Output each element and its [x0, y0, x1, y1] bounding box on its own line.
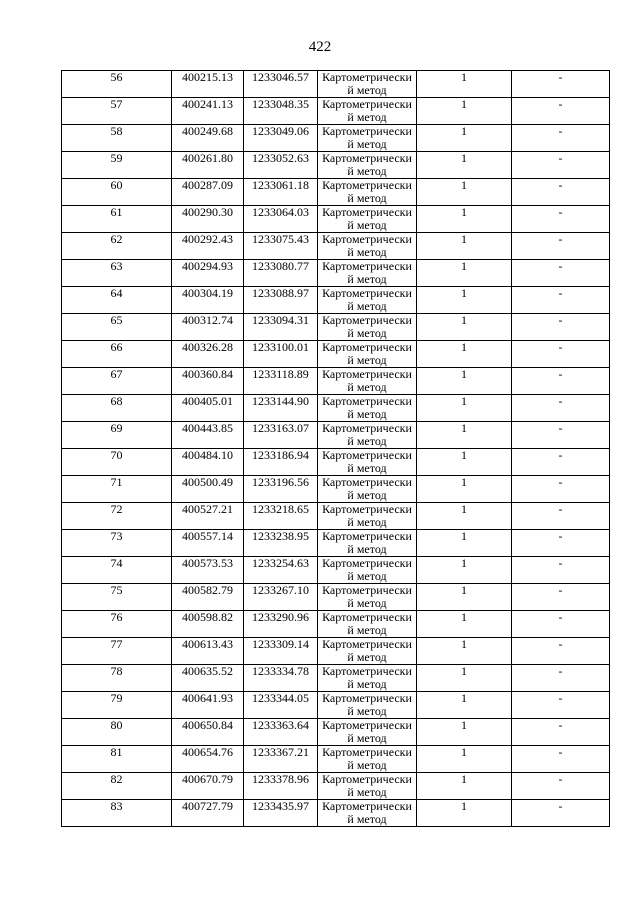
description-cell: - [512, 503, 610, 530]
y-coordinate-cell: 1233075.43 [244, 233, 318, 260]
table-row [62, 449, 610, 476]
method-cell [318, 287, 417, 314]
method-line-1: Картометрически [322, 232, 412, 246]
description-cell: - [512, 287, 610, 314]
method-line-2: й метод [347, 623, 387, 637]
table-row [62, 395, 610, 422]
method-cell [318, 638, 417, 665]
method-cell [318, 692, 417, 719]
x-coordinate-cell: 400215.13 [172, 71, 244, 98]
y-coordinate-cell: 1233061.18 [244, 179, 318, 206]
y-coordinate-cell: 1233080.77 [244, 260, 318, 287]
point-number-cell: 68 [62, 395, 172, 422]
point-number-cell: 67 [62, 368, 172, 395]
description-cell: - [512, 773, 610, 800]
coordinates-table [61, 70, 610, 827]
table-row [62, 71, 610, 98]
method-line-2: й метод [347, 164, 387, 178]
method-line-2: й метод [347, 569, 387, 583]
method-line-2: й метод [347, 542, 387, 556]
method-line-2: й метод [347, 488, 387, 502]
table-row [62, 422, 610, 449]
table-row [62, 152, 610, 179]
x-coordinate-cell: 400484.10 [172, 449, 244, 476]
y-coordinate-cell: 1233238.95 [244, 530, 318, 557]
method-cell [318, 800, 417, 827]
point-number-cell: 65 [62, 314, 172, 341]
accuracy-cell: 1 [417, 233, 512, 260]
y-coordinate-cell: 1233186.94 [244, 449, 318, 476]
method-line-2: й метод [347, 137, 387, 151]
point-number-cell: 62 [62, 233, 172, 260]
x-coordinate-cell: 400557.14 [172, 530, 244, 557]
accuracy-cell: 1 [417, 368, 512, 395]
method-line-2: й метод [347, 353, 387, 367]
method-cell [318, 341, 417, 368]
table-row [62, 260, 610, 287]
accuracy-cell: 1 [417, 260, 512, 287]
accuracy-cell: 1 [417, 611, 512, 638]
table-row [62, 125, 610, 152]
method-cell [318, 233, 417, 260]
accuracy-cell: 1 [417, 503, 512, 530]
y-coordinate-cell: 1233049.06 [244, 125, 318, 152]
method-line-2: й метод [347, 218, 387, 232]
point-number-cell: 82 [62, 773, 172, 800]
table-row [62, 584, 610, 611]
accuracy-cell: 1 [417, 476, 512, 503]
x-coordinate-cell: 400613.43 [172, 638, 244, 665]
method-line-1: Картометрически [322, 124, 412, 138]
method-line-2: й метод [347, 785, 387, 799]
method-line-1: Картометрически [322, 718, 412, 732]
method-line-1: Картометрически [322, 637, 412, 651]
y-coordinate-cell: 1233064.03 [244, 206, 318, 233]
point-number-cell: 58 [62, 125, 172, 152]
description-cell: - [512, 341, 610, 368]
method-line-2: й метод [347, 407, 387, 421]
y-coordinate-cell: 1233218.65 [244, 503, 318, 530]
point-number-cell: 75 [62, 584, 172, 611]
table-row [62, 665, 610, 692]
accuracy-cell: 1 [417, 638, 512, 665]
method-line-1: Картометрически [322, 556, 412, 570]
accuracy-cell: 1 [417, 422, 512, 449]
method-line-2: й метод [347, 434, 387, 448]
point-number-cell: 81 [62, 746, 172, 773]
table-row [62, 773, 610, 800]
description-cell: - [512, 233, 610, 260]
x-coordinate-cell: 400443.85 [172, 422, 244, 449]
method-cell [318, 611, 417, 638]
method-line-2: й метод [347, 650, 387, 664]
method-cell [318, 395, 417, 422]
point-number-cell: 72 [62, 503, 172, 530]
x-coordinate-cell: 400312.74 [172, 314, 244, 341]
point-number-cell: 57 [62, 98, 172, 125]
point-number-cell: 70 [62, 449, 172, 476]
description-cell: - [512, 557, 610, 584]
point-number-cell: 80 [62, 719, 172, 746]
point-number-cell: 78 [62, 665, 172, 692]
description-cell: - [512, 692, 610, 719]
coordinates-table-body [62, 71, 610, 827]
x-coordinate-cell: 400249.68 [172, 125, 244, 152]
y-coordinate-cell: 1233163.07 [244, 422, 318, 449]
x-coordinate-cell: 400304.19 [172, 287, 244, 314]
y-coordinate-cell: 1233144.90 [244, 395, 318, 422]
accuracy-cell: 1 [417, 530, 512, 557]
table-row [62, 557, 610, 584]
method-cell [318, 503, 417, 530]
method-line-1: Картометрически [322, 421, 412, 435]
description-cell: - [512, 206, 610, 233]
point-number-cell: 56 [62, 71, 172, 98]
x-coordinate-cell: 400405.01 [172, 395, 244, 422]
method-line-1: Картометрически [322, 394, 412, 408]
method-line-1: Картометрически [322, 691, 412, 705]
description-cell: - [512, 422, 610, 449]
description-cell: - [512, 260, 610, 287]
method-cell [318, 260, 417, 287]
point-number-cell: 83 [62, 800, 172, 827]
x-coordinate-cell: 400294.93 [172, 260, 244, 287]
table-row [62, 98, 610, 125]
x-coordinate-cell: 400727.79 [172, 800, 244, 827]
method-line-2: й метод [347, 758, 387, 772]
y-coordinate-cell: 1233046.57 [244, 71, 318, 98]
y-coordinate-cell: 1233196.56 [244, 476, 318, 503]
method-cell [318, 179, 417, 206]
description-cell: - [512, 530, 610, 557]
description-cell: - [512, 98, 610, 125]
y-coordinate-cell: 1233334.78 [244, 665, 318, 692]
point-number-cell: 59 [62, 152, 172, 179]
table-row [62, 314, 610, 341]
method-line-2: й метод [347, 326, 387, 340]
point-number-cell: 69 [62, 422, 172, 449]
accuracy-cell: 1 [417, 557, 512, 584]
description-cell: - [512, 665, 610, 692]
description-cell: - [512, 584, 610, 611]
x-coordinate-cell: 400292.43 [172, 233, 244, 260]
x-coordinate-cell: 400598.82 [172, 611, 244, 638]
method-cell [318, 449, 417, 476]
y-coordinate-cell: 1233052.63 [244, 152, 318, 179]
table-row [62, 476, 610, 503]
y-coordinate-cell: 1233290.96 [244, 611, 318, 638]
point-number-cell: 63 [62, 260, 172, 287]
accuracy-cell: 1 [417, 71, 512, 98]
x-coordinate-cell: 400670.79 [172, 773, 244, 800]
method-cell [318, 746, 417, 773]
method-line-1: Картометрически [322, 583, 412, 597]
point-number-cell: 61 [62, 206, 172, 233]
description-cell: - [512, 476, 610, 503]
table-row [62, 530, 610, 557]
x-coordinate-cell: 400573.53 [172, 557, 244, 584]
method-cell [318, 71, 417, 98]
table-row [62, 692, 610, 719]
method-line-2: й метод [347, 83, 387, 97]
method-line-1: Картометрически [322, 151, 412, 165]
description-cell: - [512, 125, 610, 152]
method-line-1: Картометрически [322, 205, 412, 219]
description-cell: - [512, 314, 610, 341]
method-line-1: Картометрически [322, 772, 412, 786]
x-coordinate-cell: 400360.84 [172, 368, 244, 395]
method-cell [318, 719, 417, 746]
point-number-cell: 71 [62, 476, 172, 503]
description-cell: - [512, 71, 610, 98]
method-line-2: й метод [347, 272, 387, 286]
method-line-2: й метод [347, 191, 387, 205]
method-line-1: Картометрически [322, 799, 412, 813]
x-coordinate-cell: 400650.84 [172, 719, 244, 746]
description-cell: - [512, 179, 610, 206]
method-line-1: Картометрически [322, 367, 412, 381]
method-line-1: Картометрически [322, 610, 412, 624]
method-line-2: й метод [347, 731, 387, 745]
x-coordinate-cell: 400635.52 [172, 665, 244, 692]
x-coordinate-cell: 400500.49 [172, 476, 244, 503]
point-number-cell: 79 [62, 692, 172, 719]
point-number-cell: 64 [62, 287, 172, 314]
accuracy-cell: 1 [417, 665, 512, 692]
method-line-2: й метод [347, 677, 387, 691]
accuracy-cell: 1 [417, 746, 512, 773]
method-cell [318, 530, 417, 557]
point-number-cell: 66 [62, 341, 172, 368]
page-number: 422 [308, 39, 332, 55]
method-line-2: й метод [347, 704, 387, 718]
method-cell [318, 557, 417, 584]
method-cell [318, 206, 417, 233]
method-line-1: Картометрически [322, 70, 412, 84]
method-line-1: Картометрически [322, 502, 412, 516]
table-row [62, 206, 610, 233]
method-line-2: й метод [347, 380, 387, 394]
y-coordinate-cell: 1233100.01 [244, 341, 318, 368]
y-coordinate-cell: 1233344.05 [244, 692, 318, 719]
y-coordinate-cell: 1233088.97 [244, 287, 318, 314]
x-coordinate-cell: 400241.13 [172, 98, 244, 125]
accuracy-cell: 1 [417, 206, 512, 233]
accuracy-cell: 1 [417, 395, 512, 422]
x-coordinate-cell: 400582.79 [172, 584, 244, 611]
point-number-cell: 77 [62, 638, 172, 665]
x-coordinate-cell: 400287.09 [172, 179, 244, 206]
method-line-2: й метод [347, 245, 387, 259]
table-row [62, 341, 610, 368]
method-line-1: Картометрически [322, 259, 412, 273]
method-cell [318, 584, 417, 611]
point-number-cell: 73 [62, 530, 172, 557]
accuracy-cell: 1 [417, 98, 512, 125]
x-coordinate-cell: 400326.28 [172, 341, 244, 368]
table-row [62, 746, 610, 773]
table-row [62, 503, 610, 530]
accuracy-cell: 1 [417, 179, 512, 206]
description-cell: - [512, 638, 610, 665]
method-cell [318, 476, 417, 503]
method-cell [318, 368, 417, 395]
description-cell: - [512, 368, 610, 395]
accuracy-cell: 1 [417, 773, 512, 800]
accuracy-cell: 1 [417, 314, 512, 341]
method-cell [318, 152, 417, 179]
accuracy-cell: 1 [417, 584, 512, 611]
x-coordinate-cell: 400527.21 [172, 503, 244, 530]
table-row [62, 233, 610, 260]
point-number-cell: 76 [62, 611, 172, 638]
y-coordinate-cell: 1233309.14 [244, 638, 318, 665]
method-cell [318, 98, 417, 125]
method-cell [318, 314, 417, 341]
y-coordinate-cell: 1233254.63 [244, 557, 318, 584]
method-line-1: Картометрически [322, 448, 412, 462]
table-row [62, 368, 610, 395]
y-coordinate-cell: 1233094.31 [244, 314, 318, 341]
method-line-1: Картометрически [322, 529, 412, 543]
table-row [62, 719, 610, 746]
method-line-1: Картометрически [322, 340, 412, 354]
x-coordinate-cell: 400641.93 [172, 692, 244, 719]
method-line-2: й метод [347, 461, 387, 475]
method-line-1: Картометрически [322, 313, 412, 327]
y-coordinate-cell: 1233118.89 [244, 368, 318, 395]
method-line-2: й метод [347, 110, 387, 124]
description-cell: - [512, 449, 610, 476]
accuracy-cell: 1 [417, 341, 512, 368]
x-coordinate-cell: 400654.76 [172, 746, 244, 773]
table-row [62, 179, 610, 206]
method-line-2: й метод [347, 299, 387, 313]
method-cell [318, 665, 417, 692]
accuracy-cell: 1 [417, 800, 512, 827]
table-row [62, 638, 610, 665]
method-cell [318, 773, 417, 800]
point-number-cell: 74 [62, 557, 172, 584]
y-coordinate-cell: 1233363.64 [244, 719, 318, 746]
y-coordinate-cell: 1233048.35 [244, 98, 318, 125]
x-coordinate-cell: 400261.80 [172, 152, 244, 179]
method-line-2: й метод [347, 812, 387, 826]
y-coordinate-cell: 1233378.96 [244, 773, 318, 800]
method-line-2: й метод [347, 596, 387, 610]
y-coordinate-cell: 1233267.10 [244, 584, 318, 611]
accuracy-cell: 1 [417, 449, 512, 476]
method-line-1: Картометрически [322, 286, 412, 300]
description-cell: - [512, 611, 610, 638]
table-row [62, 611, 610, 638]
description-cell: - [512, 152, 610, 179]
accuracy-cell: 1 [417, 125, 512, 152]
method-line-1: Картометрически [322, 178, 412, 192]
description-cell: - [512, 395, 610, 422]
table-row [62, 287, 610, 314]
description-cell: - [512, 719, 610, 746]
description-cell: - [512, 800, 610, 827]
point-number-cell: 60 [62, 179, 172, 206]
accuracy-cell: 1 [417, 692, 512, 719]
method-line-1: Картометрически [322, 475, 412, 489]
method-line-2: й метод [347, 515, 387, 529]
method-cell [318, 422, 417, 449]
accuracy-cell: 1 [417, 152, 512, 179]
description-cell: - [512, 746, 610, 773]
method-cell [318, 125, 417, 152]
table-row [62, 800, 610, 827]
x-coordinate-cell: 400290.30 [172, 206, 244, 233]
accuracy-cell: 1 [417, 287, 512, 314]
method-line-1: Картометрически [322, 745, 412, 759]
accuracy-cell: 1 [417, 719, 512, 746]
y-coordinate-cell: 1233367.21 [244, 746, 318, 773]
method-line-1: Картометрически [322, 664, 412, 678]
method-line-1: Картометрически [322, 97, 412, 111]
y-coordinate-cell: 1233435.97 [244, 800, 318, 827]
